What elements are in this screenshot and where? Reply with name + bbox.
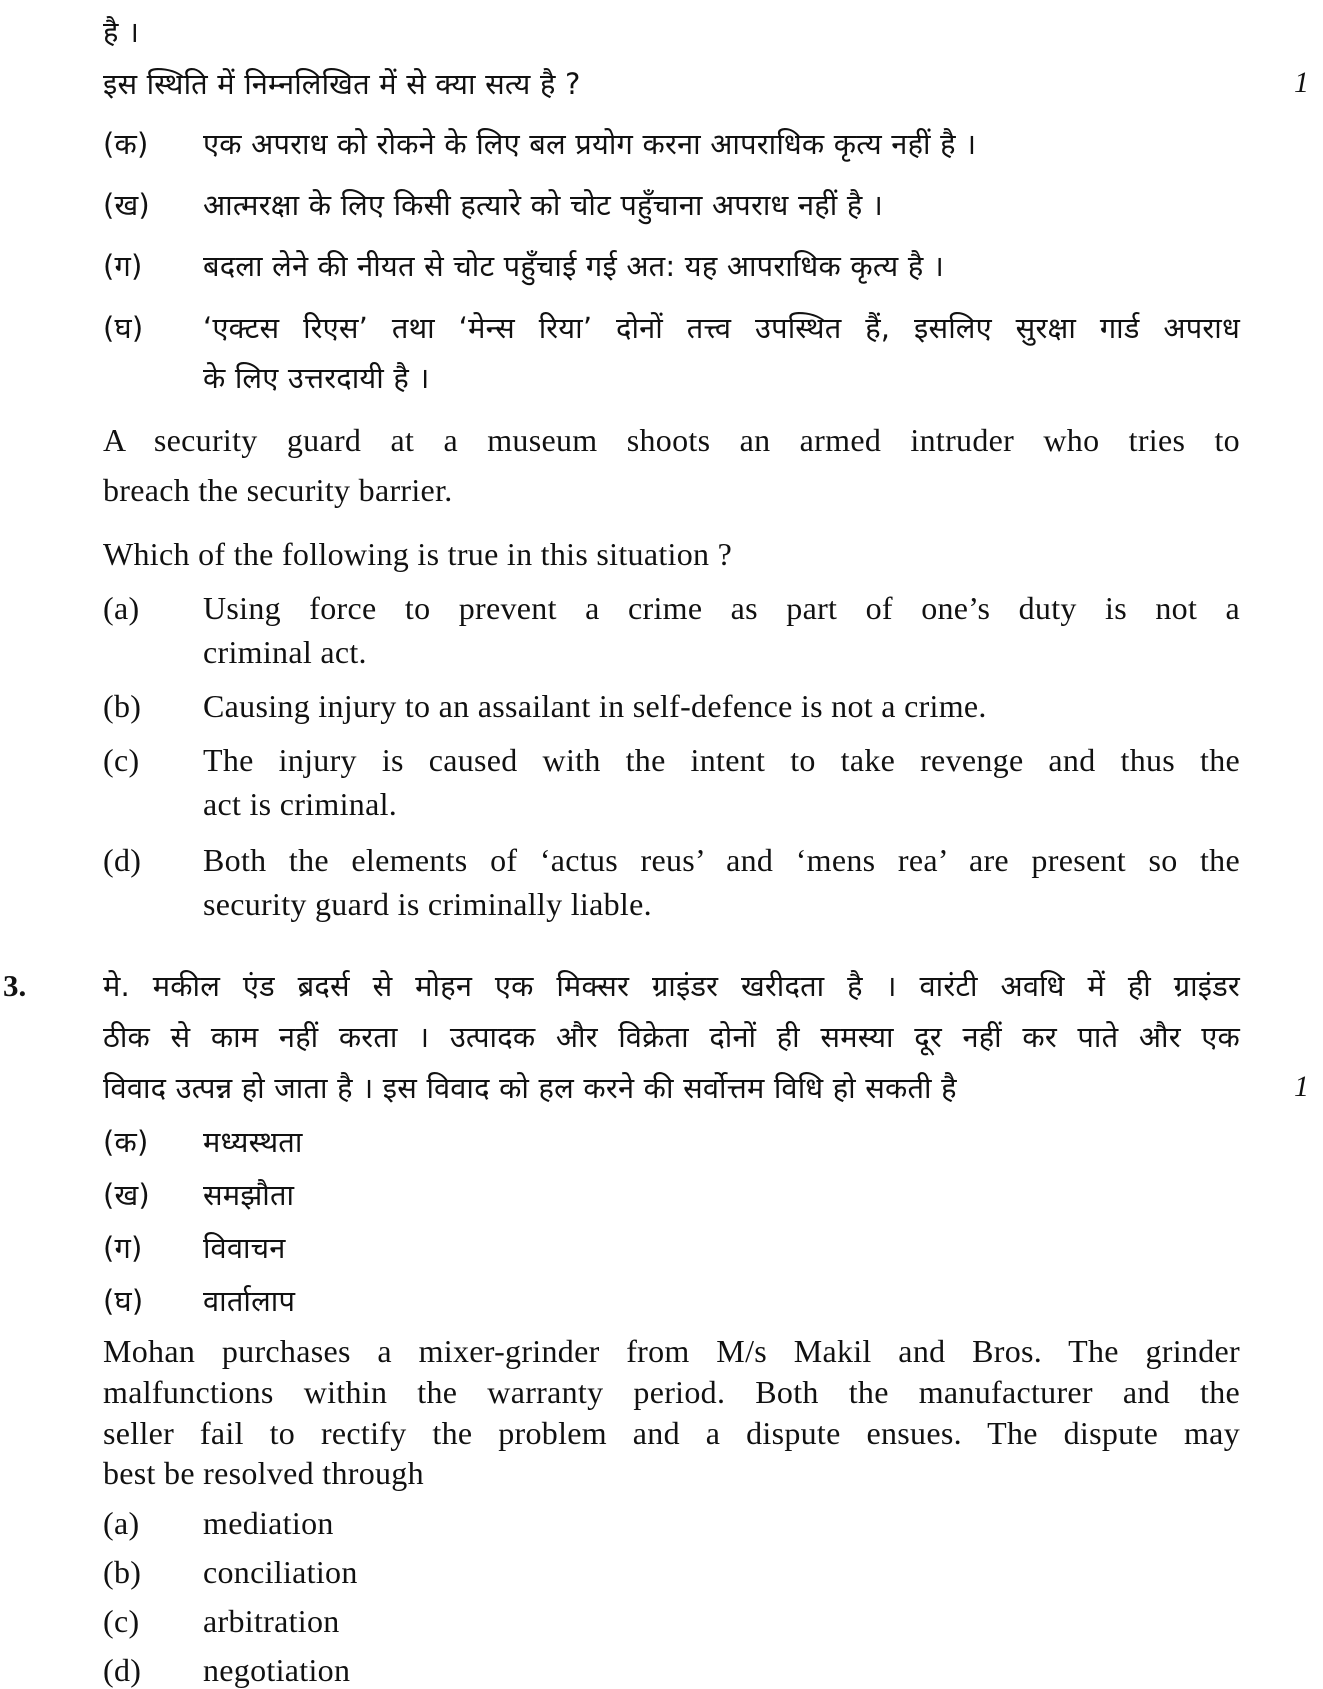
option-label: (ग) xyxy=(103,249,143,283)
option-label: (क) xyxy=(103,127,149,161)
q3-english-stem-line-4: best be resolved through xyxy=(103,1455,424,1491)
option-label: (ग) xyxy=(103,1231,143,1265)
option-text-line-2: security guard is criminally liable. xyxy=(203,886,652,922)
option-text-line-2: के लिए उत्तरदायी है । xyxy=(203,361,430,395)
q3-marks: 1 xyxy=(1294,1070,1309,1103)
option-text: negotiation xyxy=(203,1652,351,1688)
q2-hindi-stem-tail: है । xyxy=(103,15,140,49)
option-text: arbitration xyxy=(203,1603,340,1639)
option-label: (a) xyxy=(103,590,140,626)
option-text-line-1: Causing injury to an assailant in self-defence is not a crime. xyxy=(203,688,987,724)
option-text-line-1: Using force to prevent a crime as part of one’s duty is not a xyxy=(203,590,1240,626)
option-label: (घ) xyxy=(103,311,144,345)
option-text: आत्मरक्षा के लिए किसी हत्यारे को चोट पहुँचाना अपराध नहीं है । xyxy=(203,188,884,222)
option-text-line-2: criminal act. xyxy=(203,634,367,670)
q3-english-stem-line-1: Mohan purchases a mixer-grinder from M/s Makil and Bros. The grinder xyxy=(103,1333,1240,1369)
q3-hindi-stem-line-1: मे. मकील एंड ब्रदर्स से मोहन एक मिक्सर ग्राइंडर खरीदता है । वारंटी अवधि में ही ग्राइंडर xyxy=(103,969,1240,1003)
question-number: 3. xyxy=(3,968,27,1003)
option-text-line-2: act is criminal. xyxy=(203,786,398,822)
option-text: conciliation xyxy=(203,1554,358,1590)
option-label: (c) xyxy=(103,1603,140,1639)
option-text-line-1: Both the elements of ‘actus reus’ and ‘mens rea’ are present so the xyxy=(203,842,1240,878)
option-label: (घ) xyxy=(103,1284,144,1318)
q2-english-question: Which of the following is true in this situation ? xyxy=(103,536,733,572)
q3-hindi-stem-line-2: ठीक से काम नहीं करता । उत्पादक और विक्रेता दोनों ही समस्या दूर नहीं कर पाते और एक xyxy=(103,1020,1240,1054)
q2-marks: 1 xyxy=(1294,66,1309,99)
option-label: (c) xyxy=(103,742,140,778)
option-label: (क) xyxy=(103,1125,149,1159)
option-text: समझौता xyxy=(203,1178,295,1212)
q2-hindi-question: इस स्थिति में निम्नलिखित में से क्या सत्य है ? xyxy=(103,67,581,101)
option-label: (d) xyxy=(103,1652,142,1688)
q3-english-stem-line-2: malfunctions within the warranty period. Both the manufacturer and the xyxy=(103,1374,1240,1410)
option-label: (ख) xyxy=(103,1178,150,1212)
option-text: mediation xyxy=(203,1505,334,1541)
option-text: वार्तालाप xyxy=(203,1284,296,1318)
option-text: बदला लेने की नीयत से चोट पहुँचाई गई अत: यह आपराधिक कृत्य है । xyxy=(203,249,945,283)
q3-hindi-stem-line-3: विवाद उत्पन्न हो जाता है । इस विवाद को हल करने की सर्वोत्तम विधि हो सकती है xyxy=(103,1071,957,1105)
option-label: (a) xyxy=(103,1505,140,1541)
q2-english-stem-line-2: breach the security barrier. xyxy=(103,472,453,508)
option-text-line-1: ‘एक्टस रिएस’ तथा ‘मेन्स रिया’ दोनों तत्त्व उपस्थित हैं, इसलिए सुरक्षा गार्ड अपराध xyxy=(203,311,1240,345)
option-text: एक अपराध को रोकने के लिए बल प्रयोग करना आपराधिक कृत्य नहीं है । xyxy=(203,127,977,161)
option-label: (ख) xyxy=(103,188,150,222)
option-text: मध्यस्थता xyxy=(203,1125,303,1159)
option-label: (d) xyxy=(103,842,142,878)
q2-english-stem-line-1: A security guard at a museum shoots an armed intruder who tries to xyxy=(103,422,1240,458)
option-text: विवाचन xyxy=(203,1231,286,1265)
q3-english-stem-line-3: seller fail to rectify the problem and a dispute ensues. The dispute may xyxy=(103,1415,1240,1451)
option-label: (b) xyxy=(103,1554,142,1590)
option-label: (b) xyxy=(103,688,142,724)
option-text-line-1: The injury is caused with the intent to take revenge and thus the xyxy=(203,742,1240,778)
